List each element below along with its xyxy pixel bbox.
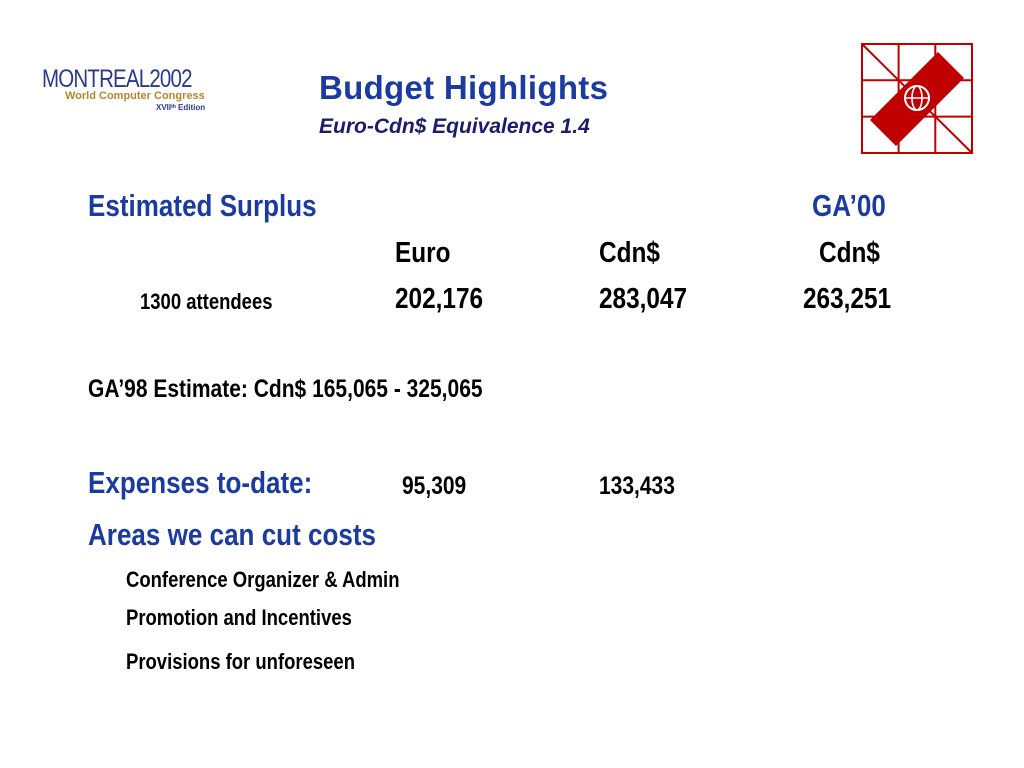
expenses-euro-value: 95,309 bbox=[402, 472, 467, 500]
cut-costs-item: Promotion and Incentives bbox=[126, 605, 352, 630]
slide-subtitle: Euro-Cdn$ Equivalence 1.4 bbox=[319, 115, 590, 138]
row-label-attendees: 1300 attendees bbox=[140, 289, 273, 314]
slide-title: Budget Highlights bbox=[319, 69, 609, 106]
expenses-heading: Expenses to-date: bbox=[88, 465, 313, 500]
estimated-surplus-heading: Estimated Surplus bbox=[88, 188, 317, 223]
expenses-cdn-value: 133,433 bbox=[599, 472, 675, 500]
cut-costs-item: Provisions for unforeseen bbox=[126, 649, 356, 674]
montreal-2002-logo bbox=[42, 66, 222, 116]
ga00-heading: GA’00 bbox=[812, 188, 886, 223]
column-header-euro: Euro bbox=[395, 237, 451, 269]
logo-title: MONTREAL2002 bbox=[42, 65, 192, 93]
logo-edition: XVIIᵗʰ Edition bbox=[156, 103, 206, 112]
ga98-estimate: GA’98 Estimate: Cdn$ 165,065 - 325,065 bbox=[88, 375, 483, 403]
cut-costs-item: Conference Organizer & Admin bbox=[126, 567, 400, 592]
surplus-euro-value: 202,176 bbox=[395, 283, 484, 315]
surplus-cdn-value: 283,047 bbox=[599, 283, 688, 315]
column-header-ga00-cdn: Cdn$ bbox=[819, 237, 880, 269]
cut-costs-heading: Areas we can cut costs bbox=[88, 517, 377, 552]
congress-emblem-icon bbox=[860, 42, 974, 155]
column-header-cdn: Cdn$ bbox=[599, 237, 660, 269]
ga00-cdn-value: 263,251 bbox=[803, 283, 892, 315]
logo-subtitle: World Computer Congress bbox=[65, 90, 205, 102]
